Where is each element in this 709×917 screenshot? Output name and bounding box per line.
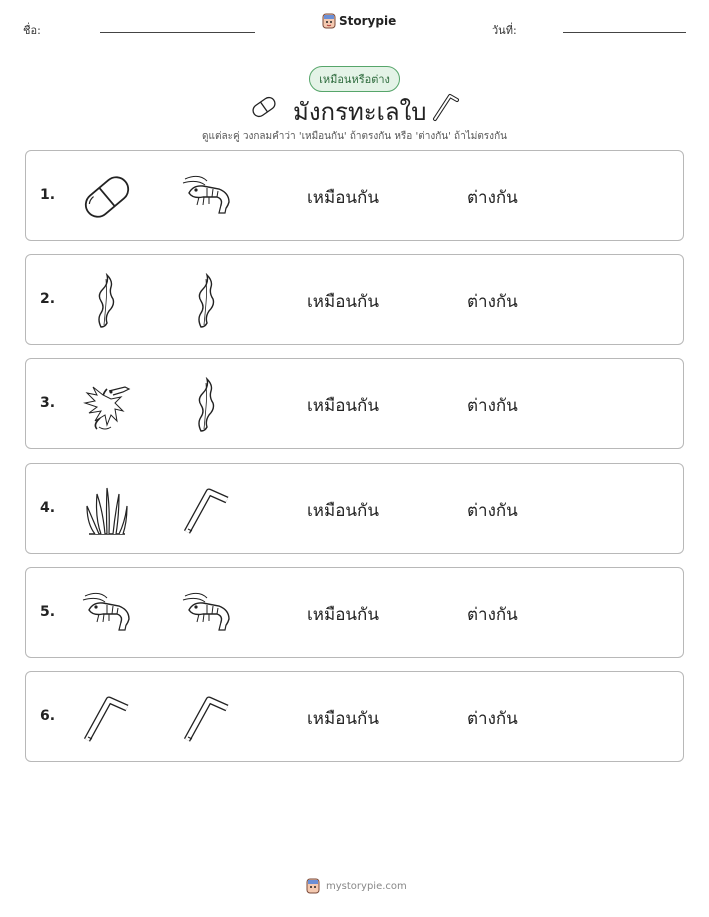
footer [306, 878, 407, 894]
question-card [25, 567, 684, 658]
straw-icon [432, 92, 460, 122]
straw-icon [179, 482, 235, 538]
coral-icon [79, 482, 135, 538]
different-option[interactable]: ต่างกัน [467, 709, 518, 729]
question-number: 3. [40, 395, 56, 411]
leafy-sea-dragon-icon [79, 377, 135, 433]
different-option[interactable]: ต่างกัน [467, 605, 518, 625]
date-line[interactable] [563, 32, 686, 33]
question-number: 4. [40, 500, 56, 516]
question-card [25, 463, 684, 554]
question-card [25, 671, 684, 762]
question-card [25, 150, 684, 241]
same-option[interactable]: เหมือนกัน [307, 396, 379, 416]
question-card [25, 254, 684, 345]
pill-icon [79, 169, 135, 225]
question-number: 1. [40, 187, 56, 203]
straw-icon [79, 690, 135, 746]
shrimp-icon [179, 169, 235, 225]
question-card [25, 358, 684, 449]
different-option[interactable]: ต่างกัน [467, 501, 518, 521]
different-option[interactable]: ต่างกัน [467, 396, 518, 416]
storypie-mascot-icon [306, 878, 320, 894]
seaweed-icon [179, 377, 235, 433]
same-option[interactable]: เหมือนกัน [307, 501, 379, 521]
storypie-mascot-icon [322, 13, 336, 29]
date-label: วันที่: [492, 24, 517, 37]
instruction-text: ดูแต่ละคู่ วงกลมคำว่า 'เหมือนกัน' ถ้าตรงกัน หรือ 'ต่างกัน' ถ้าไม่ตรงกัน [202, 131, 507, 142]
worksheet-type-badge: เหมือนหรือต่าง [309, 66, 400, 92]
page-title: มังกรทะเลใบ [293, 98, 427, 126]
question-number: 2. [40, 291, 56, 307]
same-option[interactable]: เหมือนกัน [307, 605, 379, 625]
different-option[interactable]: ต่างกัน [467, 188, 518, 208]
pill-icon [249, 94, 279, 120]
seaweed-icon [179, 273, 235, 329]
same-option[interactable]: เหมือนกัน [307, 188, 379, 208]
different-option[interactable]: ต่างกัน [467, 292, 518, 312]
name-line[interactable] [100, 32, 255, 33]
name-label: ชื่อ: [23, 24, 41, 37]
question-number: 6. [40, 708, 56, 724]
brand-name: Storypie [339, 14, 397, 28]
seaweed-icon [79, 273, 135, 329]
same-option[interactable]: เหมือนกัน [307, 709, 379, 729]
brand-logo [322, 13, 396, 29]
title-row [0, 92, 709, 126]
footer-url[interactable]: mystorypie.com [326, 880, 407, 892]
question-number: 5. [40, 604, 56, 620]
shrimp-icon [179, 586, 235, 642]
straw-icon [179, 690, 235, 746]
same-option[interactable]: เหมือนกัน [307, 292, 379, 312]
shrimp-icon [79, 586, 135, 642]
